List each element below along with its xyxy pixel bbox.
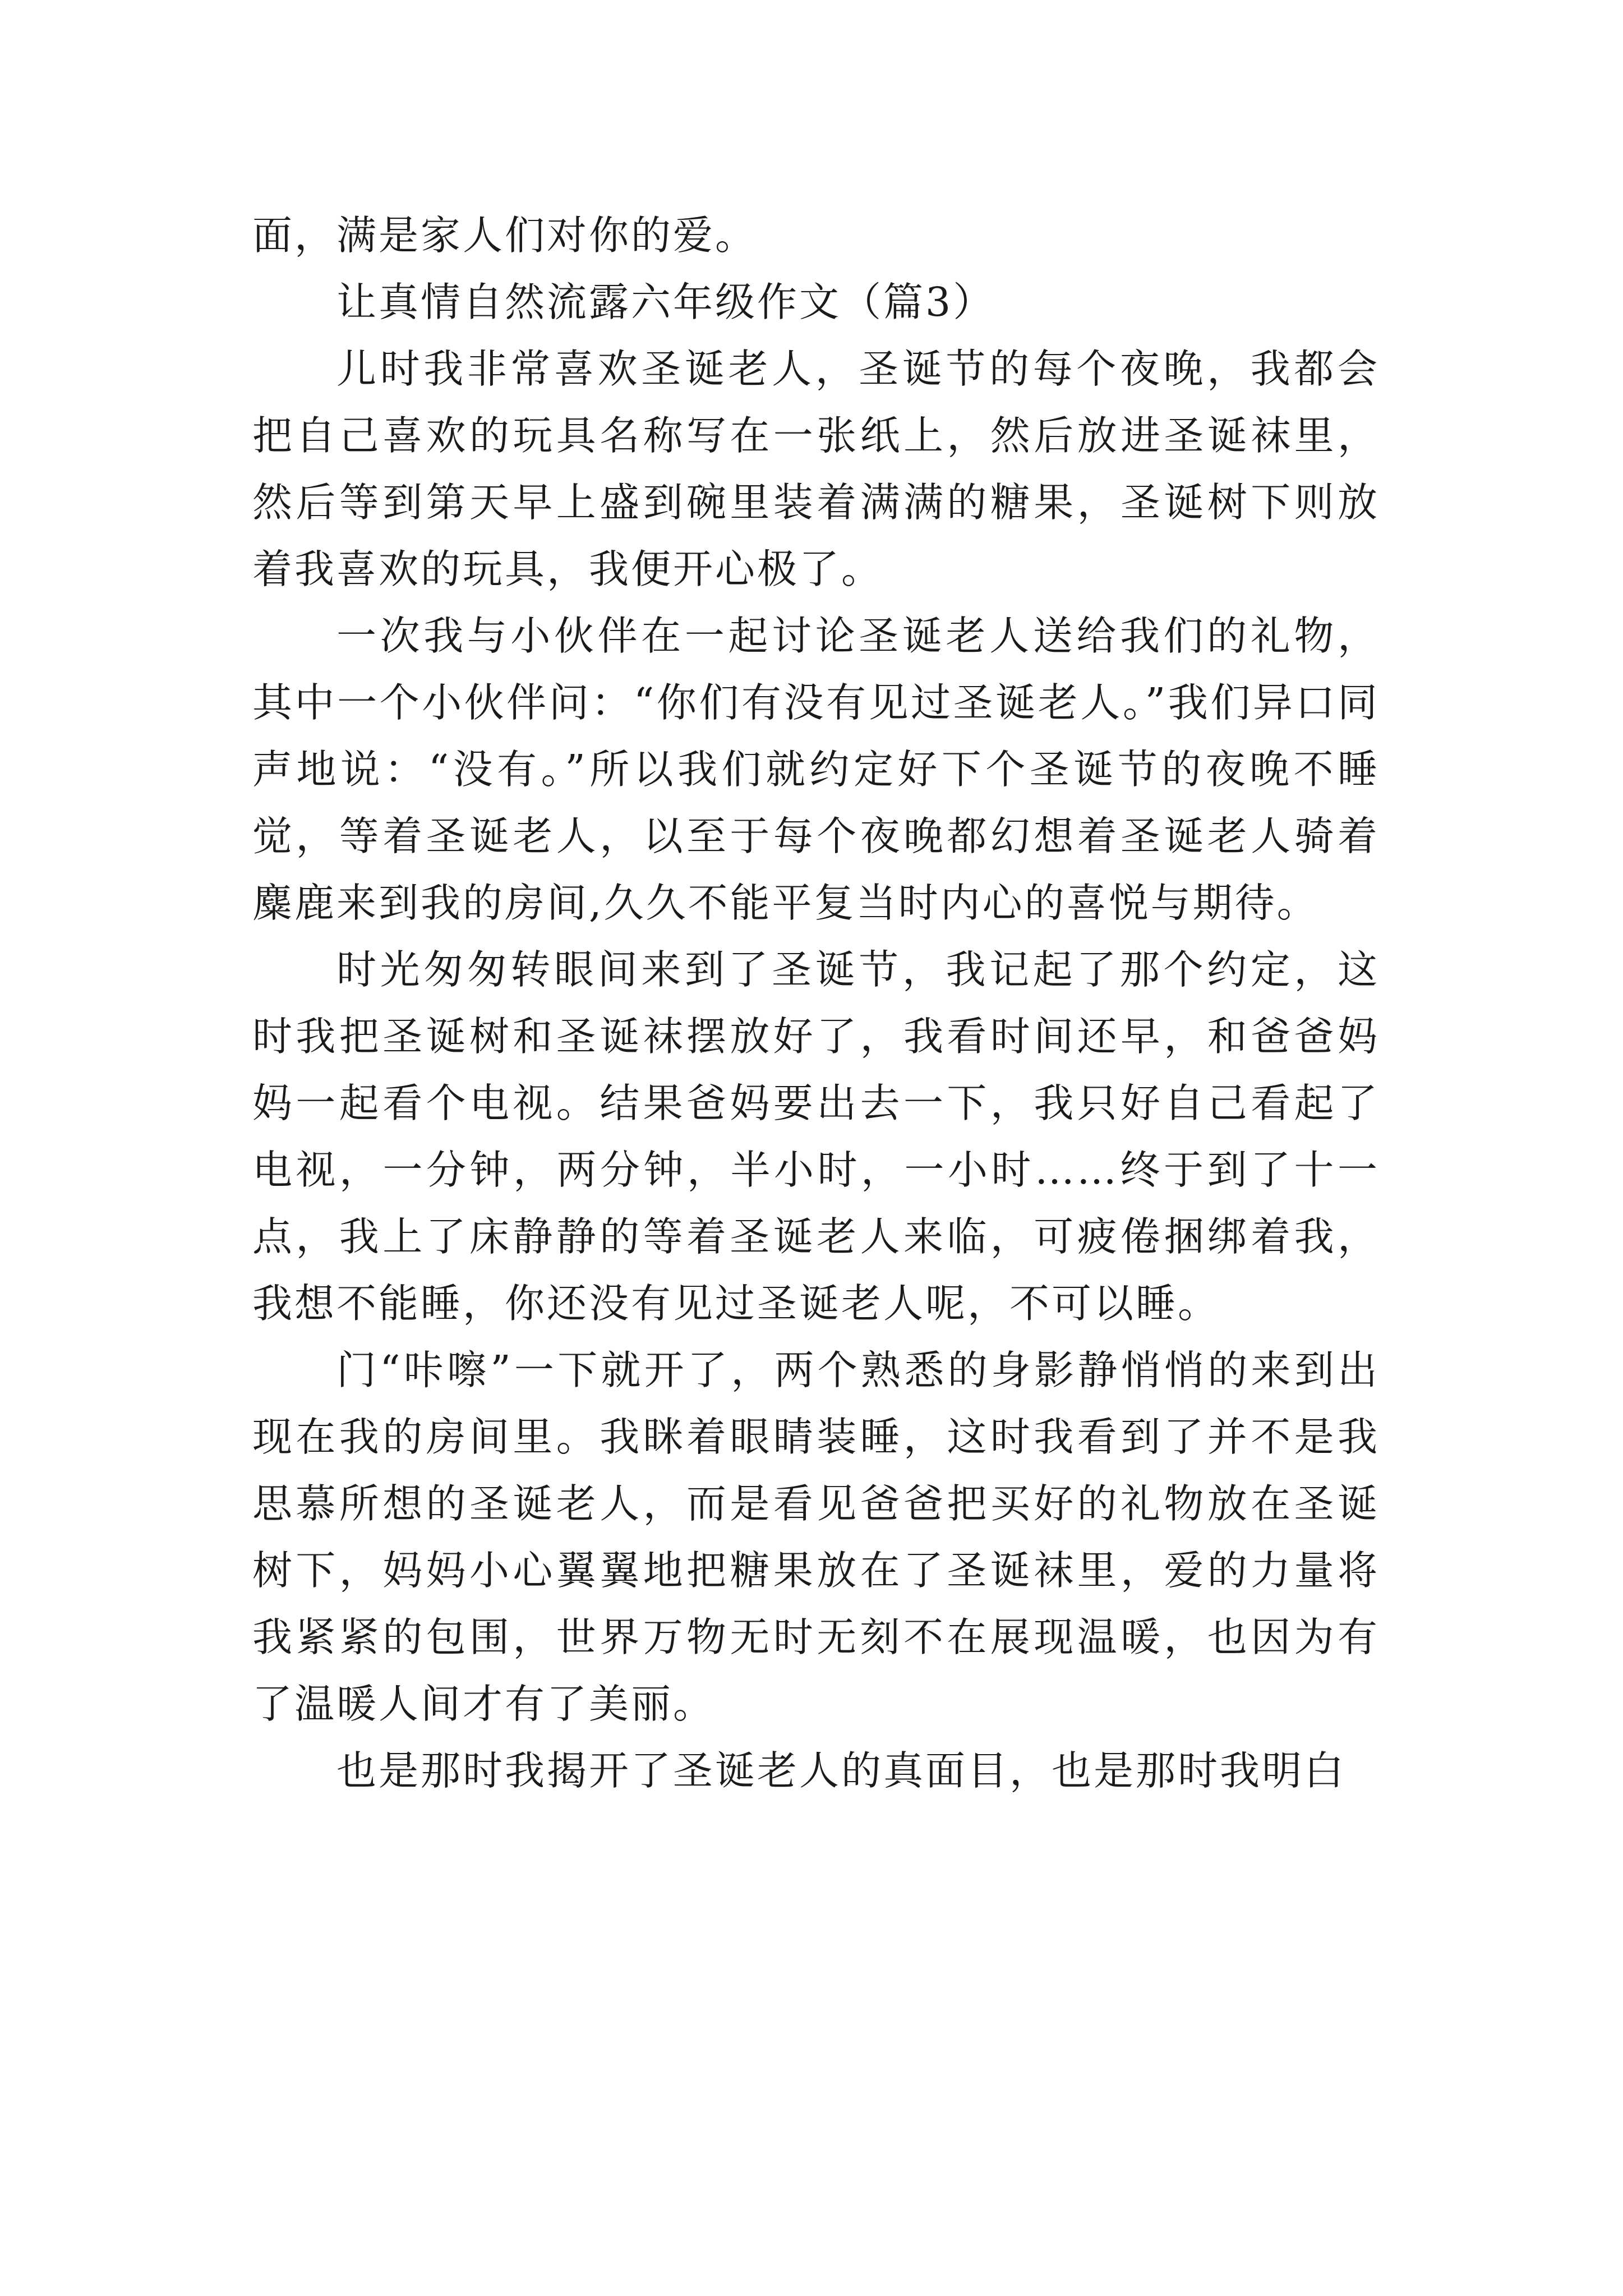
paragraph: 儿时我非常喜欢圣诞老人，圣诞节的每个夜晚，我都会把自己喜欢的玩具名称写在一张纸上，然后放进圣诞袜里，然后等到第天早上盛到碗里装着满满的糖果，圣诞树下则放着我喜欢的玩具，我便开心极了。 [252,346,1380,592]
paragraph: 也是那时我揭开了圣诞老人的真面目，也是那时我明白 [336,1747,1347,1794]
document-body [252,202,1380,1804]
paragraph: 一次我与小伙伴在一起讨论圣诞老人送给我们的礼物，其中一个小伙伴问：“你们有没有见过圣诞老人。”我们异口同声地说：“没有。”所以我们就约定好下个圣诞节的夜晚不睡觉，等着圣诞老人，以至于每个夜晚都幻想着圣诞老人骑着麋鹿来到我的房间,久久不能平复当时内心的喜悦与期待。 [252,613,1380,926]
paragraph: 时光匆匆转眼间来到了圣诞节，我记起了那个约定，这时我把圣诞树和圣诞袜摆放好了，我看时间还早，和爸爸妈妈一起看个电视。结果爸妈要出去一下，我只好自己看起了电视，一分钟，两分钟，半小时，一小时……终于到了十一点，我上了床静静的等着圣诞老人来临，可疲倦捆绑着我，我想不能睡，你还没有见过圣诞老人呢，不可以睡。 [252,946,1380,1327]
paragraph: 门“咔嚓”一下就开了，两个熟悉的身影静悄悄的来到出现在我的房间里。我眯着眼睛装睡，这时我看到了并不是我思慕所想的圣诞老人，而是看见爸爸把买好的礼物放在圣诞树下，妈妈小心翼翼地把糖果放在了圣诞袜里，爱的力量将我紧紧的包围，世界万物无时无刻不在展现温暖，也因为有了温暖人间才有了美丽。 [252,1347,1380,1727]
essay-heading: 让真情自然流露六年级作文（篇3） [336,279,995,325]
paragraph-continuation: 面，满是家人们对你的爱。 [252,212,758,259]
